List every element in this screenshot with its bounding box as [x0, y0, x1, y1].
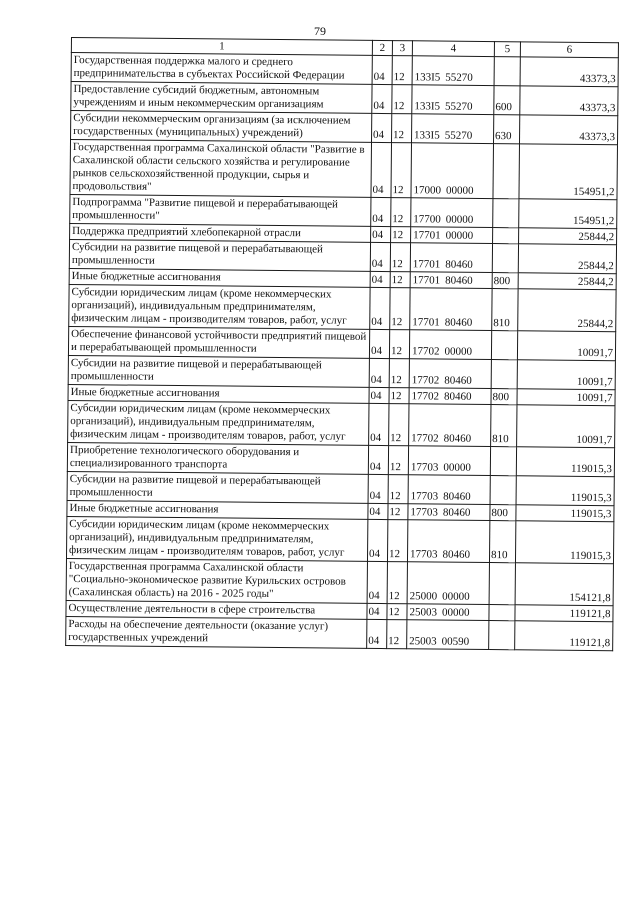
row-sum-cell: 43373,3	[519, 115, 617, 145]
table-row	[70, 140, 618, 200]
row-razdel-cell: 04	[367, 603, 387, 619]
csr-program-code: 17700	[413, 213, 441, 226]
row-name-cell: Субсидии на развитие пищевой и перерабатывающей промышленности	[67, 471, 368, 503]
row-csr-cell	[409, 388, 491, 405]
row-razdel-cell: 04	[371, 197, 391, 226]
csr-direction-code: 80460	[444, 374, 472, 387]
row-vr-cell	[491, 360, 517, 389]
csr-program-code: 17702	[411, 374, 440, 387]
row-sum-cell: 25844,2	[519, 228, 617, 245]
table-row	[66, 516, 613, 563]
row-podrazdel-cell: 12	[391, 227, 411, 243]
csr-direction-code: 80460	[443, 432, 472, 445]
row-vr-cell: 800	[491, 389, 517, 405]
row-razdel-cell: 04	[368, 503, 388, 519]
row-vr-cell: 810	[491, 405, 517, 447]
row-csr-cell	[410, 272, 492, 289]
row-csr-cell	[412, 85, 494, 115]
row-razdel-cell: 04	[367, 561, 387, 603]
csr-program-code: 25003	[409, 606, 438, 619]
row-vr-cell	[493, 228, 519, 244]
csr-direction-code: 00000	[441, 606, 470, 619]
row-razdel-cell: 04	[372, 84, 392, 113]
row-name-cell: Субсидии юридическим лицам (кроме некоммерческих организаций), индивидуальным предпринимателям, физическим лицам - производителям товаров, работ, услуг	[68, 400, 369, 445]
row-name-cell: Государственная программа Сахалинской области "Социально-экономическое развитие Курильских островов (Сахалинская область) на 2016 - 2025 годы"	[66, 558, 367, 603]
row-sum-cell: 154951,2	[519, 144, 618, 200]
row-name-cell: Субсидии на развитие пищевой и перерабатывающей промышленности	[68, 355, 369, 387]
table-row	[69, 284, 616, 331]
row-sum-cell: 25844,2	[518, 289, 616, 332]
row-sum-cell: 154951,2	[519, 199, 617, 229]
row-csr-cell	[411, 198, 493, 228]
csr-direction-code: 00000	[445, 229, 474, 242]
row-sum-cell: 119015,3	[516, 476, 614, 506]
csr-direction-code: 80460	[444, 316, 473, 329]
csr-direction-code: 00000	[442, 590, 470, 603]
row-vr-cell: 800	[490, 505, 516, 521]
row-vr-cell	[492, 244, 518, 273]
row-csr-cell	[408, 475, 490, 505]
csr-program-code: 17703	[410, 461, 439, 474]
csr-program-code: 17701	[412, 274, 441, 287]
row-vr-cell	[490, 447, 516, 476]
row-name-cell: Поддержка предприятий хлебопекарной отрасли	[70, 223, 371, 242]
row-csr-cell	[409, 404, 491, 447]
row-name-cell: Приобретение технологического оборудования и специализированного транспорта	[67, 442, 368, 474]
row-sum-cell: 119015,3	[516, 447, 614, 477]
row-name-cell: Государственная программа Сахалинской области "Развитие в Сахалинской области сельского хозяйства и регулирование рынков сельскохозяйственной продукции, сырья и продовольствия"	[70, 140, 372, 198]
row-csr-cell	[411, 227, 493, 244]
row-sum-cell: 119015,3	[515, 521, 613, 564]
csr-program-code: 17703	[409, 548, 438, 561]
row-csr-cell	[407, 520, 489, 563]
column-header-podrazdel: 3	[392, 41, 412, 56]
row-podrazdel-cell: 12	[387, 604, 407, 620]
csr-direction-code: 00000	[444, 345, 473, 358]
row-razdel-cell: 04	[368, 445, 388, 474]
csr-direction-code: 00000	[445, 213, 474, 226]
row-vr-cell: 800	[492, 273, 518, 289]
row-name-cell: Субсидии некоммерческим организациям (за исключением государственных (муниципальных) учреждений)	[71, 111, 372, 143]
table-row	[66, 616, 613, 650]
csr-program-code: 17701	[412, 258, 441, 271]
row-razdel-cell: 04	[369, 387, 389, 403]
table-row	[68, 400, 615, 447]
row-name-cell: Иные бюджетные ассигнования	[67, 500, 368, 519]
row-podrazdel-cell: 12	[389, 388, 409, 404]
row-razdel-cell: 04	[370, 242, 390, 271]
row-podrazdel-cell: 12	[392, 56, 412, 85]
row-name-cell: Иные бюджетные ассигнования	[68, 384, 369, 403]
row-podrazdel-cell: 12	[389, 404, 409, 446]
row-name-cell: Субсидии на развитие пищевой и перерабатывающей промышленности	[69, 239, 370, 271]
row-razdel-cell: 04	[369, 358, 389, 387]
row-razdel-cell: 04	[370, 271, 390, 287]
csr-direction-code: 55270	[445, 71, 473, 84]
row-podrazdel-cell: 12	[387, 520, 407, 562]
row-name-cell: Иные бюджетные ассигнования	[69, 268, 370, 287]
row-csr-cell	[411, 143, 494, 199]
row-vr-cell	[490, 476, 516, 505]
row-podrazdel-cell: 12	[389, 359, 409, 388]
csr-program-code: 17703	[410, 506, 439, 519]
row-sum-cell: 119015,3	[516, 505, 614, 522]
row-sum-cell: 119121,8	[515, 621, 613, 651]
csr-direction-code: 80460	[444, 390, 472, 403]
row-name-cell: Обеспечение финансовой устойчивости предприятий пищевой и перерабатывающей промышленности	[68, 326, 369, 358]
row-podrazdel-cell: 12	[390, 272, 410, 288]
column-header-vr: 5	[494, 42, 520, 57]
page-number: 79	[314, 24, 326, 38]
row-podrazdel-cell: 12	[388, 446, 408, 475]
csr-direction-code: 80460	[442, 506, 471, 519]
row-vr-cell: 810	[492, 289, 518, 331]
csr-program-code: 17702	[411, 432, 439, 445]
row-razdel-cell: 04	[372, 113, 392, 142]
csr-direction-code: 80460	[443, 490, 471, 503]
csr-program-code: 17000	[413, 184, 442, 197]
row-podrazdel-cell: 12	[387, 620, 407, 649]
row-sum-cell: 10091,7	[517, 405, 615, 448]
row-name-cell: Предоставление субсидий бюджетным, автономным учреждениям и иным некоммерческим организациям	[71, 82, 372, 114]
row-name-cell: Осуществление деятельности в сфере строительства	[66, 600, 367, 619]
row-vr-cell: 810	[489, 521, 515, 563]
row-vr-cell	[489, 563, 515, 605]
row-podrazdel-cell: 12	[390, 243, 410, 272]
row-vr-cell: 600	[494, 86, 520, 115]
column-header-razdel: 2	[372, 40, 392, 55]
row-name-cell: Государственная поддержка малого и среднего предпринимательства в субъектах Российской Федерации	[71, 53, 372, 85]
row-podrazdel-cell: 12	[388, 504, 408, 520]
budget-table	[65, 37, 619, 651]
csr-direction-code: 00590	[441, 635, 470, 648]
csr-program-code: 17701	[412, 316, 440, 329]
row-podrazdel-cell: 12	[392, 85, 412, 114]
row-csr-cell	[407, 562, 489, 605]
csr-program-code: 17702	[411, 390, 440, 403]
row-razdel-cell: 04	[370, 287, 390, 329]
csr-direction-code: 00000	[445, 184, 474, 197]
csr-direction-code: 80460	[442, 548, 471, 561]
row-csr-cell	[409, 330, 491, 360]
row-podrazdel-cell: 12	[388, 475, 408, 504]
csr-program-code: 133I5	[414, 129, 440, 142]
csr-program-code: 133I5	[414, 100, 441, 113]
row-razdel-cell: 04	[372, 55, 392, 84]
row-csr-cell	[407, 604, 489, 621]
row-razdel-cell: 04	[371, 142, 392, 197]
row-razdel-cell: 04	[371, 226, 391, 242]
row-sum-cell: 43373,3	[520, 86, 618, 116]
row-podrazdel-cell: 12	[389, 330, 409, 359]
row-podrazdel-cell: 12	[387, 562, 407, 604]
row-csr-cell	[412, 56, 494, 86]
row-sum-cell: 10091,7	[517, 360, 615, 390]
csr-program-code: 17701	[413, 229, 441, 242]
row-csr-cell	[408, 446, 490, 476]
row-vr-cell	[493, 199, 519, 228]
row-vr-cell	[489, 621, 515, 650]
row-sum-cell: 119121,8	[515, 605, 613, 622]
row-csr-cell	[408, 504, 490, 521]
row-vr-cell	[491, 331, 517, 360]
row-podrazdel-cell: 12	[392, 114, 412, 143]
row-razdel-cell: 04	[367, 519, 387, 561]
csr-direction-code: 55270	[444, 129, 473, 142]
csr-direction-code: 80460	[445, 274, 473, 287]
csr-direction-code: 80460	[445, 258, 473, 271]
row-vr-cell	[493, 144, 520, 199]
csr-program-code: 133I5	[414, 71, 441, 84]
column-header-name: 1	[71, 38, 372, 56]
column-header-csr: 4	[412, 41, 494, 57]
row-vr-cell: 630	[493, 115, 519, 144]
row-razdel-cell: 04	[367, 619, 387, 648]
table-row	[66, 558, 613, 605]
row-vr-cell	[489, 605, 515, 621]
row-csr-cell	[407, 620, 489, 650]
row-sum-cell: 154121,8	[515, 563, 613, 606]
row-name-cell: Расходы на обеспечение деятельности (оказание услуг) государственных учреждений	[66, 616, 367, 648]
csr-direction-code: 55270	[444, 100, 473, 113]
row-vr-cell	[494, 57, 520, 86]
csr-program-code: 25000	[409, 590, 438, 603]
row-podrazdel-cell: 12	[391, 198, 411, 227]
row-name-cell: Подпрограмма "Развитие пищевой и перерабатывающей промышленности"	[70, 194, 371, 226]
table-body	[66, 53, 619, 651]
row-razdel-cell: 04	[369, 329, 389, 358]
csr-program-code: 25003	[409, 635, 437, 648]
csr-program-code: 17702	[411, 345, 440, 358]
row-sum-cell: 25844,2	[518, 244, 616, 274]
row-sum-cell: 43373,3	[520, 57, 618, 87]
csr-program-code: 17703	[410, 490, 439, 503]
row-sum-cell: 10091,7	[517, 331, 615, 361]
row-razdel-cell: 04	[368, 474, 388, 503]
row-name-cell: Субсидии юридическим лицам (кроме некоммерческих организаций), индивидуальным предпринимателям, физическим лицам - производителям товаров, работ, услуг	[66, 516, 367, 561]
row-csr-cell	[412, 114, 494, 144]
row-razdel-cell: 04	[369, 403, 389, 445]
row-name-cell: Субсидии юридическим лицам (кроме некоммерческих организаций), индивидуальным предпринимателям, физическим лицам - производителям товаров, работ, услуг	[69, 284, 370, 329]
row-sum-cell: 10091,7	[517, 389, 615, 406]
row-csr-cell	[410, 243, 492, 273]
row-sum-cell: 25844,2	[518, 273, 616, 290]
row-podrazdel-cell: 12	[391, 143, 412, 198]
row-podrazdel-cell: 12	[390, 288, 410, 330]
column-header-sum: 6	[520, 42, 618, 58]
row-csr-cell	[410, 288, 492, 331]
row-csr-cell	[409, 359, 491, 389]
csr-direction-code: 00000	[443, 461, 471, 474]
budget-sheet	[65, 37, 619, 651]
